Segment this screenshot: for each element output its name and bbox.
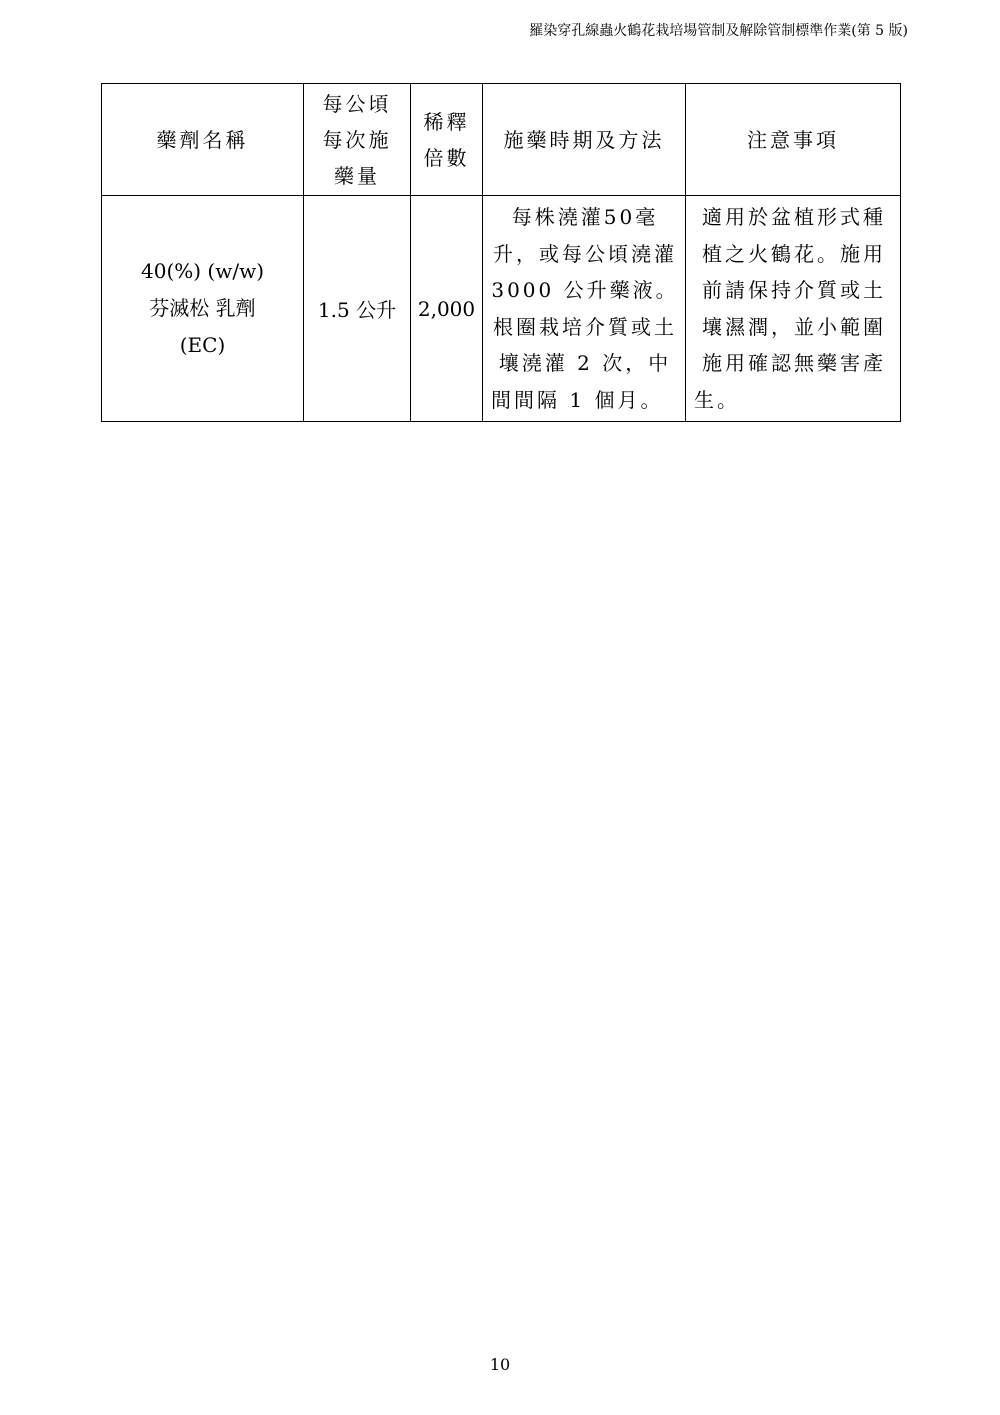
dilution-header-line: 稀釋 — [423, 109, 470, 134]
column-header-dose — [304, 84, 411, 196]
dilution-header-line: 倍數 — [423, 145, 470, 170]
pesticide-name-line: (EC) — [179, 333, 226, 357]
running-header: 羅染穿孔線蟲火鶴花栽培場管制及解除管制標準作業(第 5 版) — [529, 23, 908, 39]
column-header-dilution — [411, 84, 483, 196]
column-header-method: 施藥時期及方法 — [483, 84, 686, 196]
column-header-name: 藥劑名稱 — [102, 84, 304, 196]
table-header-row — [102, 84, 901, 196]
pesticide-table — [101, 83, 901, 422]
pesticide-name-line: 芬滅松 乳劑 — [149, 296, 256, 320]
pesticide-name-line: 40(%) (w/w) — [141, 259, 264, 283]
dose-header-line: 每次施 — [322, 127, 392, 152]
cell-dilution: 2,000 — [411, 196, 483, 422]
column-header-notes: 注意事項 — [686, 84, 901, 196]
page-number: 10 — [489, 1355, 511, 1374]
dose-header-line: 每公頃 — [322, 91, 392, 116]
cell-notes: 適用於盆植形式種植之火鶴花。施用前請保持介質或土壤濕潤，並小範圍施用確認無藥害產生。 — [686, 196, 901, 422]
cell-method: 每株澆灌50毫升，或每公頃澆灌3000 公升藥液。根圈栽培介質或土壤澆灌 2 次，中間間隔 1 個月。 — [483, 196, 686, 422]
dose-header-line: 藥量 — [334, 163, 380, 188]
cell-pesticide-name — [102, 196, 304, 422]
table-row — [102, 196, 901, 422]
cell-dose: 1.5 公升 — [304, 196, 411, 422]
